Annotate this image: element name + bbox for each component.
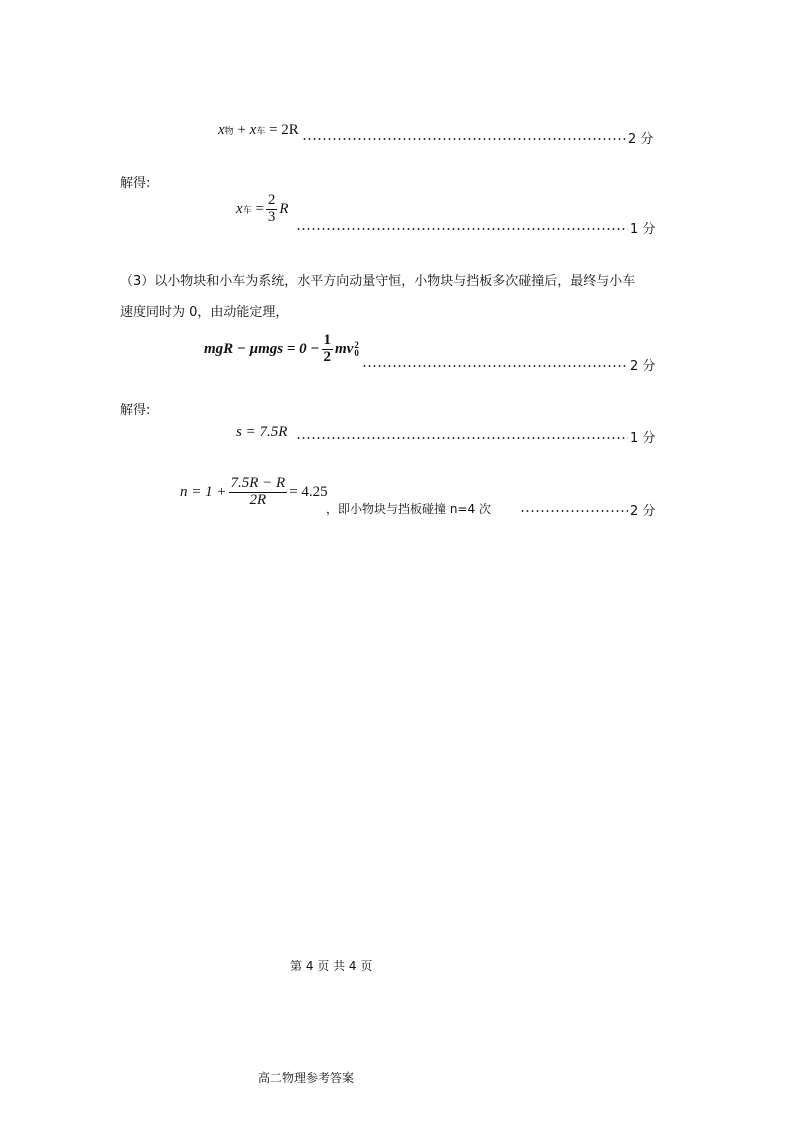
leader-dots [520,510,628,512]
equation-5-note: ，即小物块与挡板碰撞 n=4 次 [326,502,491,516]
fraction: $\frac{7.5R - R}{2R}$ [230,475,286,508]
equation-2 [236,193,289,226]
score-label: 1 分 [630,222,656,237]
document-title: 高二物理参考答案 [258,1071,355,1085]
fraction: $\frac{1}{2}$ [323,332,331,365]
score-label: 2 分 [630,359,656,374]
leader-dots [296,228,628,230]
equation-4-expr: s = 7.5R [236,424,288,440]
equation-3-expr: mgR − μmgs = 0 − $\frac{1}{2}$ mv 2 0 [204,332,359,365]
equation-3 [204,333,359,366]
paragraph-3-line-1: （3）以小物块和小车为系统，水平方向动量守恒，小物块与挡板多次碰撞后，最终与小车 [120,274,636,289]
fraction: $\frac{2}{3}$ [267,192,276,225]
score-label: 2 分 [630,504,656,519]
score-label: 1 分 [630,431,656,446]
equation-4 [236,424,287,441]
equation-5-expr: n = 1 + $\frac{7.5R - R}{2R}$ = 4.25 [180,475,328,508]
equation-1-expr: x 物 + x 车 = 2R [218,122,299,138]
page-number: 第 4 页 共 4 页 [290,959,373,973]
equation-1 [218,122,299,139]
equation-5 [180,476,328,509]
score-label: 2 分 [628,132,654,147]
leader-dots [362,365,628,367]
equation-2-expr: x 车 = $\frac{2}{3}$ R [236,192,289,225]
solution-label: 解得: [120,176,151,191]
paragraph-3-line-2: 速度同时为 0，由动能定理， [120,305,289,320]
solution-label: 解得: [120,403,151,418]
leader-dots [296,437,628,439]
leader-dots [302,138,626,140]
